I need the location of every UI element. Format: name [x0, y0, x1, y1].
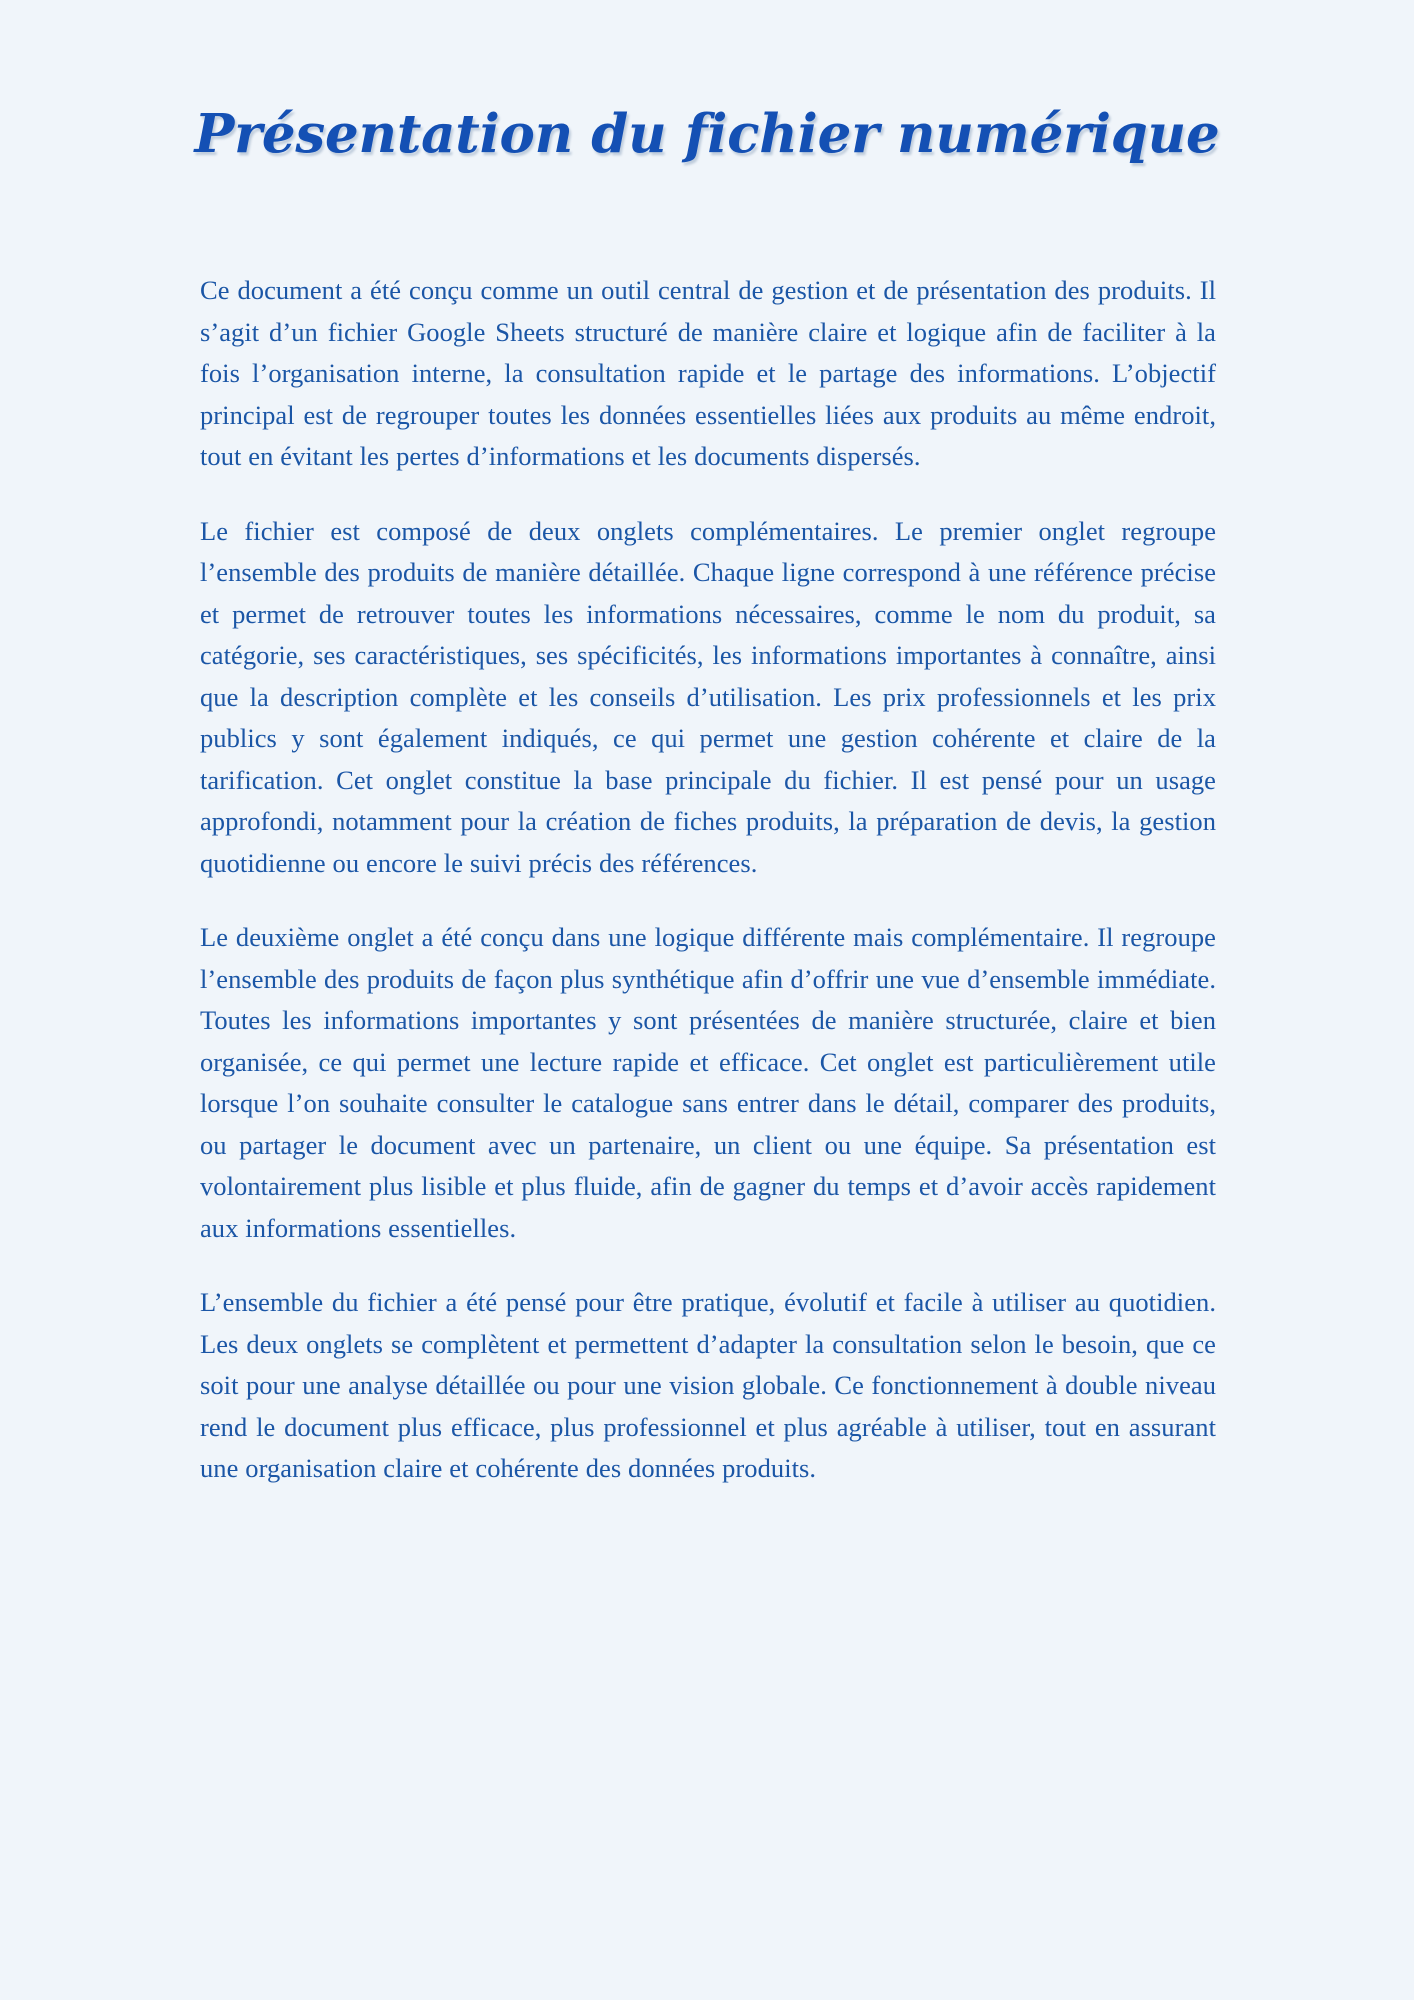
paragraph-intro: Ce document a été conçu comme un outil central de gestion et de présentation des produits. Il s’agit d’un fichier Google Sheets structuré de manière claire et logique afin de faciliter à la fois l’organisation interne, la consultation rapide et le partage des informations. L’objectif principal est de regrouper toutes les données essentielles liées aux produits au même endroit, tout en évitant les pertes d’informations et les documents dispersés.	[200, 275, 1216, 471]
paragraph-conclusion: L’ensemble du fichier a été pensé pour être pratique, évolutif et facile à utiliser au quotidien. Les deux onglets se complètent et permettent d’adapter la consultation selon le besoin, que ce soit pour une analyse détaillée ou pour une vision globale. Ce fonctionnement à double niveau rend le document plus efficace, plus professionnel et plus agréable à utiliser, tout en assurant une organisation claire et cohérente des données produits.	[200, 1287, 1216, 1483]
paragraph-second-tab: Le deuxième onglet a été conçu dans une logique différente mais complémentaire. Il regroupe l’ensemble des produits de façon plus synthétique afin d’offrir une vue d’ensemble immédiate. Toutes les informations importantes y sont présentées de manière structurée, claire et bien organisée, ce qui permet une lecture rapide et efficace. Cet onglet est particulièrement utile lorsque l’on souhaite consulter le catalogue sans entrer dans le détail, comparer des produits, ou partager le document avec un partenaire, un client ou une équipe. Sa présentation est volontairement plus lisible et plus fluide, afin de gagner du temps et d’avoir accès rapidement aux informations essentielles.	[200, 922, 1216, 1243]
document-body	[200, 270, 1216, 1490]
paragraph-first-tab: Le fichier est composé de deux onglets complémentaires. Le premier onglet regroupe l’ensemble des produits de manière détaillée. Chaque ligne correspond à une référence précise et permet de retrouver toutes les informations nécessaires, comme le nom du produit, sa catégorie, ses caractéristiques, ses spécificités, les informations importantes à connaître, ainsi que la description complète et les conseils d’utilisation. Les prix professionnels et les prix publics y sont également indiqués, ce qui permet une gestion cohérente et claire de la tarification. Cet onglet constitue la base principale du fichier. Il est pensé pour un usage approfondi, notamment pour la création de fiches produits, la préparation de devis, la gestion quotidienne ou encore le suivi précis des références.	[200, 515, 1216, 878]
page-title: Présentation du fichier numérique	[194, 102, 1220, 165]
